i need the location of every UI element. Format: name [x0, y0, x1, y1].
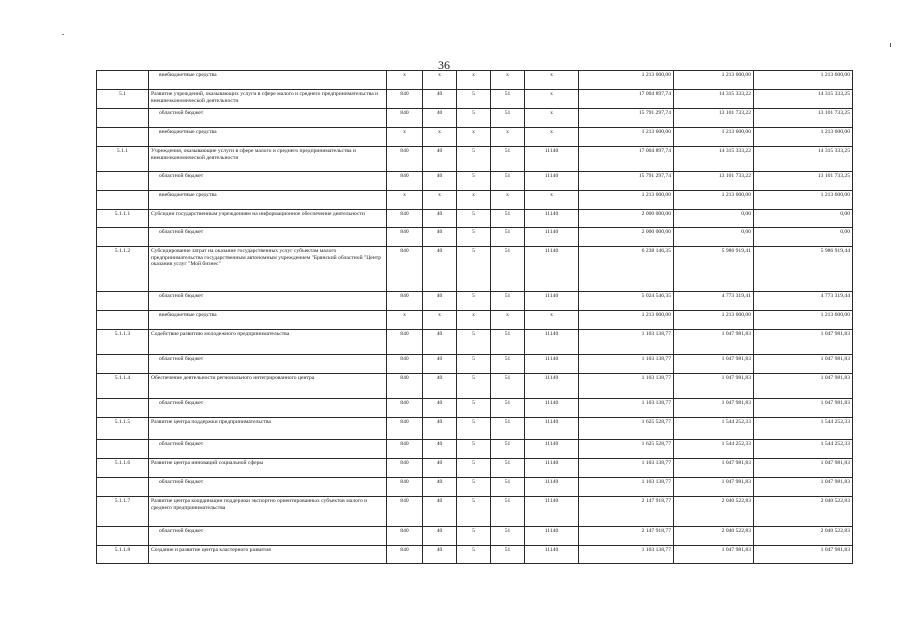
scan-artifact — [890, 43, 891, 47]
cell-amount-year-3: 0,00 — [754, 228, 853, 247]
cell-amount-year-3: 0,00 — [754, 210, 853, 228]
cell-amount-year-2: 1 047 981,83 — [674, 330, 754, 355]
table-row — [97, 90, 853, 109]
cell-amount-year-3: 1 213 600,00 — [754, 71, 853, 90]
cell-rz: 40 — [423, 210, 457, 228]
cell-amount-year-1: 1 103 138,77 — [579, 355, 674, 374]
cell-grbs: 840 — [387, 147, 423, 172]
cell-grbs: 840 — [387, 228, 423, 247]
cell-vr: х — [525, 191, 579, 210]
cell-rz: х — [423, 191, 457, 210]
cell-amount-year-1: 17 004 897,74 — [579, 90, 674, 109]
cell-rz: х — [423, 128, 457, 147]
cell-amount-year-2: 0,00 — [674, 228, 754, 247]
cell-amount-year-2: 0,00 — [674, 210, 754, 228]
cell-pr: 5 — [457, 147, 491, 172]
row-index — [97, 311, 149, 330]
cell-pr: 5 — [457, 355, 491, 374]
cell-grbs: 840 — [387, 109, 423, 128]
cell-cs: 51 — [491, 247, 525, 292]
cell-grbs: 840 — [387, 399, 423, 418]
cell-pr: 5 — [457, 497, 491, 527]
cell-rz: 40 — [423, 497, 457, 527]
cell-vr: 11140 — [525, 355, 579, 374]
cell-vr: х — [525, 109, 579, 128]
row-description: областной бюджет — [149, 172, 387, 191]
row-description: внебюджетные средства — [149, 71, 387, 90]
cell-grbs: 840 — [387, 210, 423, 228]
cell-pr: 5 — [457, 399, 491, 418]
cell-amount-year-3: 4 773 319,44 — [754, 292, 853, 311]
row-description: Развитие учреждений, оказывающих услуги в сфере малого и среднего предпринимательства и внешнеэкономической деятельности — [149, 90, 387, 109]
table-row — [97, 399, 853, 418]
table-row — [97, 247, 853, 292]
cell-vr: 11140 — [525, 228, 579, 247]
table-row — [97, 330, 853, 355]
row-index: 5.1.1.2 — [97, 247, 149, 292]
cell-rz: 40 — [423, 546, 457, 564]
cell-amount-year-3: 1 213 600,00 — [754, 191, 853, 210]
cell-grbs: 840 — [387, 172, 423, 191]
table-row — [97, 228, 853, 247]
cell-pr: 5 — [457, 330, 491, 355]
cell-rz: 40 — [423, 292, 457, 311]
cell-pr: х — [457, 71, 491, 90]
row-index: 5.1.1.7 — [97, 497, 149, 527]
cell-rz: 40 — [423, 478, 457, 497]
cell-amount-year-1: 1 625 528,77 — [579, 440, 674, 459]
table-row — [97, 497, 853, 527]
cell-vr: 11140 — [525, 399, 579, 418]
cell-amount-year-1: 15 791 297,74 — [579, 172, 674, 191]
cell-cs: 51 — [491, 399, 525, 418]
cell-amount-year-1: 1 103 138,77 — [579, 478, 674, 497]
table-row — [97, 418, 853, 440]
row-description: внебюджетные средства — [149, 128, 387, 147]
cell-grbs: х — [387, 191, 423, 210]
cell-amount-year-3: 1 047 981,83 — [754, 330, 853, 355]
row-description: Развитие центра инноваций социальной сферы — [149, 459, 387, 478]
cell-grbs: 840 — [387, 247, 423, 292]
cell-pr: 5 — [457, 90, 491, 109]
cell-grbs: 840 — [387, 527, 423, 546]
table-row — [97, 478, 853, 497]
cell-pr: 5 — [457, 374, 491, 399]
cell-grbs: х — [387, 128, 423, 147]
table-row — [97, 440, 853, 459]
cell-amount-year-3: 14 315 333,25 — [754, 147, 853, 172]
cell-pr: 5 — [457, 247, 491, 292]
cell-cs: 51 — [491, 228, 525, 247]
cell-amount-year-2: 1 047 981,83 — [674, 399, 754, 418]
cell-pr: 5 — [457, 459, 491, 478]
row-index: 5.1.1.1 — [97, 210, 149, 228]
cell-cs: 51 — [491, 330, 525, 355]
row-description: Обеспечение деятельности регионального интегрированного центра — [149, 374, 387, 399]
row-index — [97, 172, 149, 191]
cell-rz: х — [423, 311, 457, 330]
row-index — [97, 191, 149, 210]
cell-cs: 51 — [491, 210, 525, 228]
row-index — [97, 355, 149, 374]
table-row — [97, 459, 853, 478]
cell-amount-year-1: 1 103 138,77 — [579, 399, 674, 418]
cell-amount-year-3: 2 040 522,83 — [754, 497, 853, 527]
cell-grbs: 840 — [387, 355, 423, 374]
cell-amount-year-1: 15 791 297,74 — [579, 109, 674, 128]
cell-vr: 11140 — [525, 497, 579, 527]
cell-amount-year-2: 2 040 522,83 — [674, 527, 754, 546]
row-index — [97, 292, 149, 311]
table-row — [97, 374, 853, 399]
cell-amount-year-2: 1 544 252,33 — [674, 440, 754, 459]
cell-amount-year-1: 1 213 600,00 — [579, 128, 674, 147]
cell-rz: 40 — [423, 355, 457, 374]
table-row — [97, 210, 853, 228]
cell-pr: 5 — [457, 109, 491, 128]
cell-amount-year-1: 1 213 600,00 — [579, 71, 674, 90]
table-row — [97, 128, 853, 147]
row-description: областной бюджет — [149, 355, 387, 374]
cell-amount-year-2: 13 101 733,22 — [674, 109, 754, 128]
budget-table — [96, 70, 853, 564]
cell-grbs: х — [387, 71, 423, 90]
cell-pr: 5 — [457, 228, 491, 247]
cell-grbs: 840 — [387, 440, 423, 459]
cell-vr: 11140 — [525, 546, 579, 564]
row-description: Субсидирование затрат на оказание государственных услуг субъектам малого предпринимательства государственным автономным учреждением "Брянский областной "Центр оказания услуг "Мой бизнес" — [149, 247, 387, 292]
cell-cs: 51 — [491, 172, 525, 191]
cell-cs: 51 — [491, 440, 525, 459]
cell-grbs: 840 — [387, 90, 423, 109]
table-row — [97, 191, 853, 210]
cell-amount-year-1: 17 004 897,74 — [579, 147, 674, 172]
cell-pr: 5 — [457, 546, 491, 564]
cell-amount-year-1: 1 103 138,77 — [579, 330, 674, 355]
table-row — [97, 527, 853, 546]
cell-grbs: 840 — [387, 330, 423, 355]
cell-amount-year-2: 1 047 981,83 — [674, 459, 754, 478]
cell-cs: 51 — [491, 546, 525, 564]
row-index — [97, 478, 149, 497]
row-description: областной бюджет — [149, 478, 387, 497]
cell-cs: 51 — [491, 90, 525, 109]
cell-pr: 5 — [457, 292, 491, 311]
cell-amount-year-3: 1 047 981,83 — [754, 459, 853, 478]
cell-amount-year-1: 6 238 146,35 — [579, 247, 674, 292]
cell-cs: 51 — [491, 418, 525, 440]
cell-amount-year-1: 1 103 138,77 — [579, 374, 674, 399]
row-description: областной бюджет — [149, 440, 387, 459]
cell-grbs: х — [387, 311, 423, 330]
cell-rz: 40 — [423, 147, 457, 172]
cell-vr: 11140 — [525, 247, 579, 292]
row-index — [97, 71, 149, 90]
cell-vr: 11140 — [525, 478, 579, 497]
table-row — [97, 292, 853, 311]
cell-cs: 51 — [491, 374, 525, 399]
row-description: Содействие развитию молодежного предпринимательства — [149, 330, 387, 355]
cell-vr: 11140 — [525, 459, 579, 478]
cell-amount-year-3: 1 544 252,33 — [754, 418, 853, 440]
cell-rz: 40 — [423, 109, 457, 128]
cell-amount-year-3: 1 047 981,83 — [754, 355, 853, 374]
cell-amount-year-3: 2 040 522,83 — [754, 527, 853, 546]
row-index — [97, 228, 149, 247]
row-description: Развитие центра поддержки предпринимательства — [149, 418, 387, 440]
cell-vr: х — [525, 128, 579, 147]
cell-vr: х — [525, 90, 579, 109]
cell-rz: 40 — [423, 418, 457, 440]
cell-rz: 40 — [423, 247, 457, 292]
table-row — [97, 172, 853, 191]
row-description: Создание и развитие центра кластерного развития — [149, 546, 387, 564]
row-index — [97, 527, 149, 546]
row-index: 5.1.1 — [97, 147, 149, 172]
cell-grbs: 840 — [387, 497, 423, 527]
table-body — [97, 71, 853, 564]
cell-amount-year-1: 2 147 918,77 — [579, 497, 674, 527]
cell-pr: х — [457, 191, 491, 210]
row-index: 5.1.1.8 — [97, 546, 149, 564]
cell-amount-year-2: 13 101 733,22 — [674, 172, 754, 191]
row-description: областной бюджет — [149, 109, 387, 128]
cell-amount-year-2: 1 213 600,00 — [674, 191, 754, 210]
cell-amount-year-2: 1 047 981,83 — [674, 355, 754, 374]
cell-amount-year-2: 1 047 981,83 — [674, 546, 754, 564]
row-description: Субсидии государственным учреждениям на информационное обеспечение деятельности — [149, 210, 387, 228]
cell-amount-year-3: 5 986 919,44 — [754, 247, 853, 292]
cell-amount-year-3: 13 101 733,25 — [754, 109, 853, 128]
cell-pr: 5 — [457, 210, 491, 228]
row-description: внебюджетные средства — [149, 191, 387, 210]
cell-rz: 40 — [423, 399, 457, 418]
cell-rz: 40 — [423, 459, 457, 478]
cell-amount-year-3: 1 047 981,83 — [754, 478, 853, 497]
cell-vr: х — [525, 71, 579, 90]
cell-rz: 40 — [423, 228, 457, 247]
cell-cs: х — [491, 311, 525, 330]
cell-pr: 5 — [457, 478, 491, 497]
row-description: областной бюджет — [149, 292, 387, 311]
row-index: 5.1 — [97, 90, 149, 109]
cell-rz: 40 — [423, 172, 457, 191]
cell-amount-year-2: 1 213 600,00 — [674, 71, 754, 90]
cell-amount-year-1: 1 103 138,77 — [579, 546, 674, 564]
cell-pr: 5 — [457, 527, 491, 546]
cell-rz: 40 — [423, 374, 457, 399]
cell-amount-year-2: 1 213 600,00 — [674, 311, 754, 330]
cell-pr: 5 — [457, 172, 491, 191]
cell-amount-year-2: 1 213 600,00 — [674, 128, 754, 147]
cell-amount-year-2: 1 047 981,83 — [674, 478, 754, 497]
table-row — [97, 546, 853, 564]
cell-rz: х — [423, 71, 457, 90]
cell-vr: 11140 — [525, 330, 579, 355]
row-description: областной бюджет — [149, 527, 387, 546]
cell-cs: 51 — [491, 497, 525, 527]
cell-vr: 11140 — [525, 147, 579, 172]
cell-pr: 5 — [457, 440, 491, 459]
cell-pr: 5 — [457, 418, 491, 440]
cell-amount-year-1: 1 213 600,00 — [579, 311, 674, 330]
cell-amount-year-1: 2 000 000,00 — [579, 228, 674, 247]
cell-amount-year-3: 1 047 981,83 — [754, 374, 853, 399]
cell-amount-year-1: 1 213 600,00 — [579, 191, 674, 210]
cell-grbs: 840 — [387, 292, 423, 311]
cell-vr: 11140 — [525, 172, 579, 191]
cell-amount-year-2: 2 040 522,83 — [674, 497, 754, 527]
cell-amount-year-3: 1 047 981,83 — [754, 399, 853, 418]
cell-rz: 40 — [423, 90, 457, 109]
cell-vr: 11140 — [525, 418, 579, 440]
cell-cs: 51 — [491, 478, 525, 497]
cell-vr: 11140 — [525, 440, 579, 459]
cell-amount-year-1: 2 147 918,77 — [579, 527, 674, 546]
cell-grbs: 840 — [387, 459, 423, 478]
scan-artifact — [62, 34, 64, 35]
row-index: 5.1.1.5 — [97, 418, 149, 440]
cell-amount-year-1: 5 024 546,35 — [579, 292, 674, 311]
row-description: областной бюджет — [149, 399, 387, 418]
cell-cs: 51 — [491, 527, 525, 546]
cell-amount-year-2: 1 544 252,33 — [674, 418, 754, 440]
cell-vr: 11140 — [525, 210, 579, 228]
row-description: Учреждения, оказывающие услуги в сфере малого и среднего предпринимательства и внешнеэкономической деятельности — [149, 147, 387, 172]
cell-cs: х — [491, 191, 525, 210]
cell-amount-year-2: 4 773 319,41 — [674, 292, 754, 311]
cell-pr: х — [457, 128, 491, 147]
cell-amount-year-2: 14 315 333,22 — [674, 90, 754, 109]
cell-vr: 11140 — [525, 292, 579, 311]
table-row — [97, 355, 853, 374]
cell-cs: 51 — [491, 355, 525, 374]
cell-amount-year-3: 1 544 252,33 — [754, 440, 853, 459]
cell-grbs: 840 — [387, 478, 423, 497]
cell-amount-year-2: 1 047 981,83 — [674, 374, 754, 399]
row-description: областной бюджет — [149, 228, 387, 247]
row-description: Развитие центра координации поддержки экспортно ориентированных субъектов малого и среднего предпринимательства — [149, 497, 387, 527]
cell-amount-year-2: 14 315 333,22 — [674, 147, 754, 172]
cell-vr: 11140 — [525, 374, 579, 399]
row-index — [97, 440, 149, 459]
cell-grbs: 840 — [387, 546, 423, 564]
cell-cs: 51 — [491, 459, 525, 478]
cell-amount-year-3: 13 101 733,25 — [754, 172, 853, 191]
cell-cs: 51 — [491, 109, 525, 128]
cell-amount-year-2: 5 986 919,41 — [674, 247, 754, 292]
cell-cs: 51 — [491, 147, 525, 172]
cell-cs: х — [491, 71, 525, 90]
cell-vr: х — [525, 311, 579, 330]
table-row — [97, 71, 853, 90]
cell-amount-year-1: 2 000 000,00 — [579, 210, 674, 228]
cell-rz: 40 — [423, 330, 457, 355]
row-index — [97, 399, 149, 418]
row-index — [97, 128, 149, 147]
table-row — [97, 311, 853, 330]
row-index: 5.1.1.4 — [97, 374, 149, 399]
cell-amount-year-1: 1 625 528,77 — [579, 418, 674, 440]
cell-vr: 11140 — [525, 527, 579, 546]
cell-rz: 40 — [423, 527, 457, 546]
cell-amount-year-3: 1 213 600,00 — [754, 128, 853, 147]
row-index: 5.1.1.6 — [97, 459, 149, 478]
cell-amount-year-3: 14 315 333,25 — [754, 90, 853, 109]
row-index: 5.1.1.3 — [97, 330, 149, 355]
table-row — [97, 109, 853, 128]
row-index — [97, 109, 149, 128]
cell-grbs: 840 — [387, 374, 423, 399]
row-description: внебюджетные средства — [149, 311, 387, 330]
cell-cs: х — [491, 128, 525, 147]
cell-amount-year-3: 1 047 981,83 — [754, 546, 853, 564]
page-number: 36 — [438, 58, 450, 72]
cell-amount-year-1: 1 103 138,77 — [579, 459, 674, 478]
cell-pr: х — [457, 311, 491, 330]
cell-rz: 40 — [423, 440, 457, 459]
cell-amount-year-3: 1 213 600,00 — [754, 311, 853, 330]
table-row — [97, 147, 853, 172]
cell-grbs: 840 — [387, 418, 423, 440]
cell-cs: 51 — [491, 292, 525, 311]
